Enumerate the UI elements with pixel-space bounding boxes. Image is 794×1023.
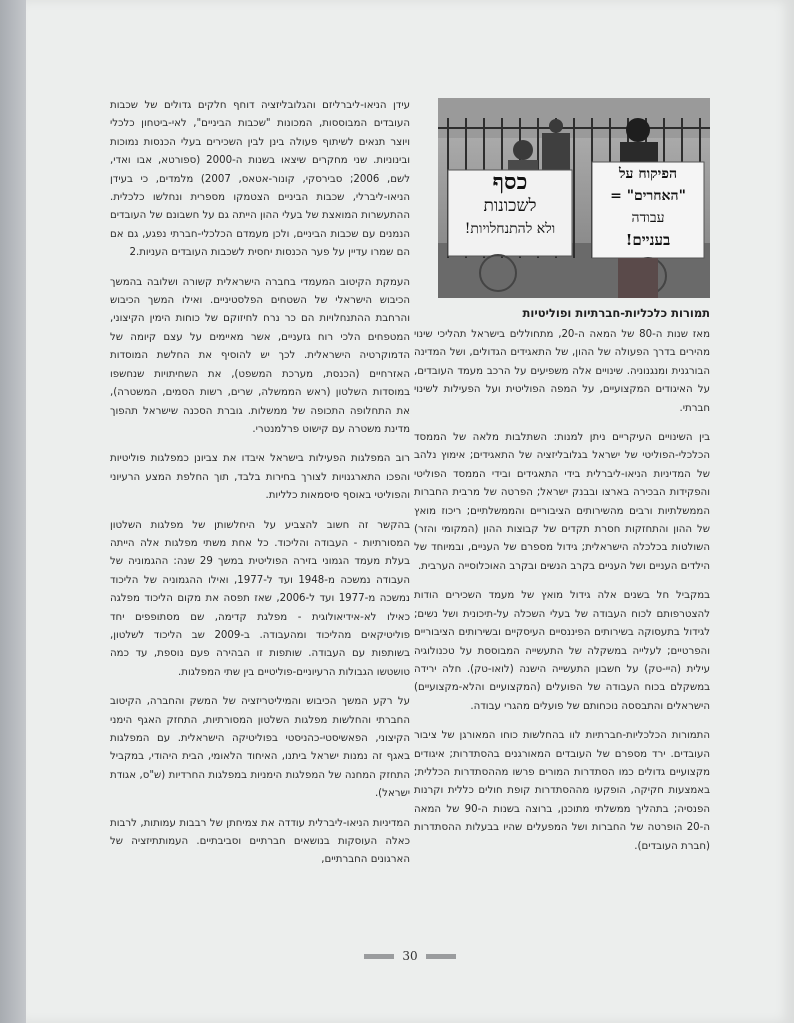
sign-right	[592, 163, 704, 259]
sign-left-line-1: כסף	[492, 169, 528, 195]
left-column	[110, 97, 410, 881]
sign-left-line-2: לשכונות	[483, 196, 537, 216]
section-heading: תמורות כלכליות-חברתיות ופוליטיות	[522, 306, 710, 320]
sign-right-line-4: בעניים!	[625, 231, 671, 249]
page-gutter	[0, 0, 26, 1023]
page-number-bar-right	[426, 954, 456, 959]
left-paragraph-4: בהקשר זה חשוב להצביע על היחלשותן של מפלגות השלטון המסורתיות - העבודה והליכוד. כל אחת משתי מפלגות אלה הייתה בעלת מעמד הגמוני בזירה הפוליטית במשך 29 שנה: ההגמוניה של העבודה נמשכה מ-1948 ועד ל-1977, ואילו ההגמוניה של הליכוד נמשכה מ-1977 ועד ל-2006, שאז תפסה את מקום הליכוד מפלגה כאילו לא-אידיאולוגית - מפלגת קדימה, שם מסתופפים יחד פוליטיקאים מהליכוד ומהעבודה. ב-2009 שב הליכוד לשלטון, בשותפות עם העבודה. שותפות זו הבהירה פעם נוספת, עד כמה טושטשו הגבולות הרעיוניים-פוליטיים בין שתי המפלגות.	[110, 519, 410, 678]
left-paragraph-5: על רקע המשך הכיבוש והמיליטריזציה של המשק והחברה, הקיטוב החברתי והחלשות מפלגות השלטון המסורתיות, התחזק האגף הימני הקיצוני, הפאשיסטי-כהניסטי בפוליטיקה הישראלית. עם המפלגות באגף זה נמנות ישראל ביתנו, האיחוד הלאומי, הבית היהודי, במקביל התחזק המחנה של המפלגות הימניות במפלגות החרדיות (ש"ס, אגודת ישראל).	[110, 696, 410, 800]
left-paragraph-1: עידן הניאו-ליברליזם והגלובליזציה דוחף חלקים גדולים של שכבות העובדים המבוססות, המכונות "שכבות הביניים", לאי-ביטחון כלכלי ויוצר תנאים לשיתוף פעולה בינן לבין השכירים בעלי הכנסות נמוכות ובינוניות. שני מחקרים שיצאו בשנות ה-2000 (ספורטא, אבו ואדי, לשם, 2006; סבירסקי, קונור-אטאס, 2007) מלמדים, כי בעידן הניאו-ליברלי, שכבות הביניים הצטמקו מספרית ונחלשו כלכלית. ההתעשרות המואצת של בעלי ההון הייתה גם על חשבונם של העובדים הנמנים עם שכבות הביניים, ולכן מעמדם הכלכלי-חברתי נפגע, גם אם הם שמרו עדיין על פער הכנסות יחסית לשכבות העובדים העניות.2	[110, 100, 411, 259]
page-number-footer	[360, 946, 460, 966]
sign-right-line-1: הפיקוח על	[618, 166, 678, 182]
page-number-bar-left	[364, 954, 394, 959]
sign-right-line-3: עבודה	[631, 210, 665, 226]
right-column	[414, 312, 710, 867]
right-paragraph-4: התמורות הכלכליות-חברתיות לוו בהחלשות כוחו המאורגן של ציבור העובדים. ירד מספרם של העובדים המאורגנים בהסתדרות; איגודים מקצועיים גדולים כמו הסתדרות המורים פרשו מההסתדרות הכללית; באמצעות חקיקה, הופקעו מההסתדרות קופת חולים כללית וקרנות הפנסיה; בתהליך ממשלתי מתוכנן, ברוצה בשנות ה-90 של המאה ה-20 הופרטה של החברות ושל המפעלים שהיו בבעלות ההסתדרות (חברת העובדים).	[414, 730, 710, 852]
left-paragraph-3: רוב המפלגות הפעילות בישראל איבדו את צביונן כמפלגות פוליטיות והפכו התארגנויות לצורך בחירות בלבד, תוך החלפת המצע הרעיוני והפוליטי באוסף סיסמאות כלליות.	[110, 453, 410, 502]
right-paragraph-3: במקביל חל בשנים אלה גידול מואץ של מעמד השכירים הודות להצטרפותם לכוח העבודה של בעלי השכלה על-תיכונית ושל נשים; לגידול בתעסוקה בשירותים הפיננסיים העיסקיים ובשירותים הציבוריים והפרטיים; לעלייה במשקלה של התעשייה המבוססת על טכנולוגיה עילית (היי-טק) על חשבון התעשייה הישנה (לואו-טק). חלה ירידה במשקלם בכוח העבודה של הפועלים (המקצועיים והלא-מקצועיים) הישראלים והתבססה נוכחותם של פועלים מהגרי עבודה.	[414, 590, 710, 712]
sign-left	[448, 170, 572, 256]
sign-left-line-3: ולא להתנחלויות!	[464, 221, 556, 237]
left-paragraph-6: המדיניות הניאו-ליברלית עודדה את צמיחתן של רבבות עמותות, לרבות כאלה העוסקות בנושאים חברתיים וסביבתיים. העמותתיזציה של הארגונים החברתיים,	[110, 817, 410, 866]
page-number: 30	[402, 949, 418, 963]
right-paragraph-2: בין השינויים העיקריים ניתן למנות: השתלבות מלאה של הממסד הכלכלי-הפוליטי של ישראל בגלובליזציה של התאגידים; אימוץ נלהב של המדיניות הניאו-ליברלית בידי התאגידים ובידי הממסד הפוליטי והפקידות הבכירה בארצו ובבנק ישראל; הפרטה של מרבית החברות הממשלתיות ורבים מהשירותים הציבוריים והממשלתיים; ריכוז מואץ של ההון והתחזקות חסרת תקדים של קבוצות ההון (המקומי והזר) השולטות בכלכלה הישראלית; גידול מספרם של העניים, ובמיוחד של הילדים העניים ושל העניים בקרב הנשים ובקרב האוכלוסייה הערבית.	[414, 432, 710, 572]
left-paragraph-2: העמקת הקיטוב המעמדי בחברה הישראלית קשורה ושלובה בהמשך הכיבוש הישראלי של השטחים הפלסטיניים. ואילו המשך הכיבוש והרחבת ההתנחלויות הם כר נרח לחיזוקם של כוחות הימין הקיצוני, המטפחים הלכי רוח גזעניים, אשר מאיימים על עצם קיומה של הדמוקרטיה הישראלית. לכך יש להוסיף את החלשת המוסדות האזרחיים (הכנסת, מערכת המשפט), את השחיתויות שנחשפו במוסדות השלטון (ראש הממשלה, שרים, רשות הסמים, המשטרה), את התחלופה התכופה של ממשלות. גוברת הסכנה שישראל תהפוך מדינת משטרה עם קישוט פרלמנטרי.	[110, 276, 410, 435]
sign-right-line-2: "האחרים" =	[610, 188, 686, 204]
right-paragraph-1: מאז שנות ה-80 של המאה ה-20, מתחוללים בישראל תהליכי שינוי מהירים בדרך הפעולה של ההון, של התאגידים הגדולים, ושל המדינה הבורגנית ומנגנוניה. שינויים אלה משפיעים על הרכב מעמד העובדים, על האיגודים המקצועיים, על המפה הפוליטית ועל הפעילות לשינוי חברתי.	[414, 329, 710, 414]
